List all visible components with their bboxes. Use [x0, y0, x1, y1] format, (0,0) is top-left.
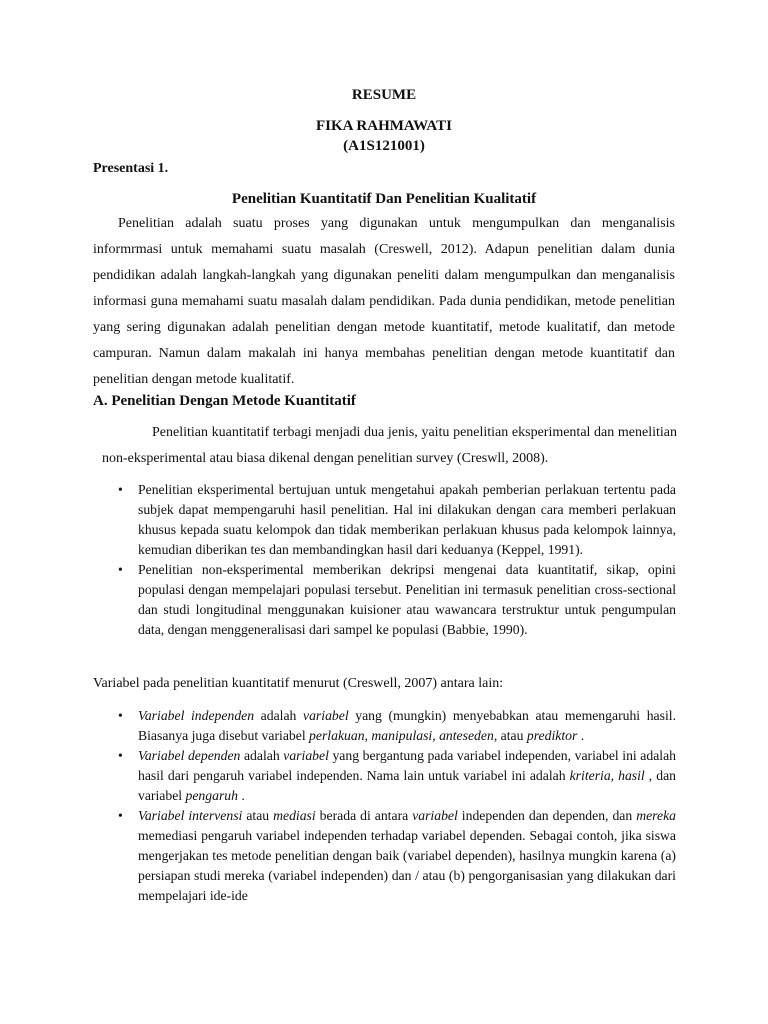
term-italic: Variabel intervensi [138, 808, 243, 823]
text-run: berada di antara [315, 808, 413, 823]
list-item-text [138, 748, 676, 803]
term-italic: variabel [283, 748, 329, 763]
list-item [93, 706, 676, 746]
text-run: , dan variabel [138, 768, 676, 803]
text-run: adalah [254, 708, 304, 723]
text-run: memediasi pengaruh variabel independen terhadap variabel dependen. Sebagai contoh, jika siswa mengerjakan tes metode penelitian dengan baik (variabel dependen), hasilnya mungkin karena (a) persiapan studi mereka (variabel independen) dan / atau (b) pengorganisasian yang dilakukan dari mempelajari ide-ide [138, 828, 676, 903]
section-a-paragraph: Penelitian kuantitatif terbagi menjadi dua jenis, yaitu penelitian eksperimental dan menelitian non-eksperimental atau biasa dikenal dengan penelitian survey (Creswll, 2008). [102, 425, 677, 466]
bullet-icon: • [118, 808, 123, 823]
bullet-icon: • [118, 748, 123, 763]
term-italic: variabel [303, 708, 349, 723]
term-italic: Variabel dependen [138, 748, 241, 763]
term-italic: variabel [412, 808, 458, 823]
text-run: yang (mungkin) menyebabkan atau memengaruhi hasil. Biasanya juga disebut variabel [138, 708, 676, 743]
term-italic: prediktor [526, 728, 578, 743]
text-run: adalah [240, 748, 284, 763]
section-subtitle: Penelitian Kuantitatif Dan Penelitian Kualitatif [231, 191, 537, 207]
bullet-icon: • [118, 562, 123, 577]
list-item-text [138, 708, 676, 743]
term-italic: Variabel independen [138, 708, 255, 723]
variable-list [93, 706, 676, 906]
document-title: RESUME [351, 87, 417, 103]
intro-paragraph: Penelitian adalah suatu proses yang digunakan untuk mengumpulkan dan menganalisis informrmasi untuk memahami suatu masalah (Creswell, 2012). Adapun penelitian dalam dunia pendidikan adalah langkah-langkah yang digunakan peneliti dalam mengumpulkan dan menganalisis informasi guna memahami suatu masalah dalam pendidikan. Pada dunia pendidikan, metode penelitian yang sering digunakan adalah penelitian dengan metode kuantitatif, metode kualitatif, dan metode campuran. Namun dalam makalah ini hanya membahas penelitian dengan metode kuantitatif dan penelitian dengan metode kualitatif. [93, 216, 675, 387]
presentation-label: Presentasi 1. [93, 161, 169, 176]
term-italic: pengaruh [185, 788, 238, 803]
variable-intro: Variabel pada penelitian kuantitatif menurut (Creswell, 2007) antara lain: [93, 676, 504, 691]
bullet-icon: • [118, 482, 123, 497]
list-item-text [138, 808, 676, 903]
text-run: yang bergantung pada variabel independen, variabel ini adalah hasil dari pengaruh variabel independen. Nama lain untuk variabel ini adalah [138, 748, 677, 783]
term-italic: kriteria, hasil [569, 768, 645, 783]
text-run: , atau [493, 728, 527, 743]
research-type-list [93, 480, 676, 640]
list-item-text: Penelitian eksperimental bertujuan untuk mengetahui apakah pemberian perlakuan tertentu pada subjek dapat mempengaruhi hasil penelitian. Hal ini dilakukan dengan cara memberi perlakuan khusus kepada suatu kelompok dan tidak memberikan perlakuan khusus pada kelompok lainnya, kemudian diberikan tes dan membandingkan hasil dari keduanya (Keppel, 1991). [138, 482, 676, 557]
list-item [93, 806, 676, 906]
list-item [93, 480, 676, 560]
term-italic: mereka [636, 808, 676, 823]
list-item [93, 560, 676, 640]
list-item [93, 746, 676, 806]
text-run: . [237, 788, 245, 803]
bullet-icon: • [118, 708, 123, 723]
list-item-text: Penelitian non-eksperimental memberikan dekripsi mengenai data kuantitatif, sikap, opini populasi dengan mempelajari populasi tersebut. Penelitian ini termasuk penelitian cross-sectional dan studi longitudinal menggunakan kuisioner atau wawancara terstruktur untuk pengumpulan data, dengan menggeneralisasi dari sampel ke populasi (Babbie, 1990). [138, 562, 676, 637]
term-italic: perlakuan, manipulasi, anteseden [309, 728, 494, 743]
text-run: atau [242, 808, 274, 823]
text-run: independen dan dependen, dan [457, 808, 637, 823]
term-italic: mediasi [273, 808, 316, 823]
section-a-heading: A. Penelitian Dengan Metode Kuantitatif [93, 393, 356, 409]
author-name: FIKA RAHMAWATI [316, 118, 452, 134]
student-id: (A1S121001) [343, 138, 425, 154]
text-run: . [577, 728, 585, 743]
